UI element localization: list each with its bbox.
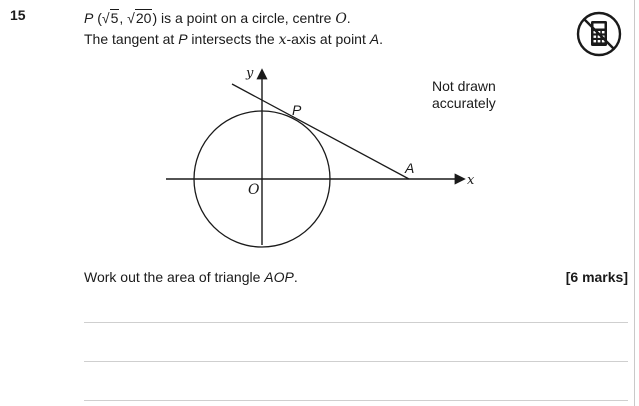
radicand-x: 5 — [110, 10, 119, 26]
marks-label: [6 marks] — [565, 269, 628, 285]
task-triangle: AOP — [264, 269, 294, 285]
radicand-y: 20 — [135, 10, 152, 26]
line2-point-a: A — [369, 31, 380, 47]
y-axis-label: y — [246, 66, 254, 81]
point-p-label: P — [292, 102, 302, 118]
radical-sign: √ — [127, 10, 135, 26]
x-axis-label: x — [467, 173, 475, 188]
line2-point: P — [178, 31, 188, 47]
point-p-name: P — [84, 10, 94, 26]
sqrt-y — [127, 8, 152, 28]
task-prompt — [84, 269, 298, 285]
tangent-line — [232, 84, 409, 179]
line2-prefix: The tangent at — [84, 31, 179, 47]
point-a-label: A — [405, 160, 415, 176]
question-stem — [84, 8, 383, 50]
task-prefix: Work out the area of triangle — [84, 269, 265, 285]
coord-separator: , — [119, 10, 128, 26]
not-drawn-accurately-note — [432, 78, 496, 112]
sqrt-x — [102, 8, 119, 28]
coord-close: ) — [152, 10, 158, 26]
line2-end: . — [379, 31, 383, 47]
stem-line-2 — [84, 29, 383, 50]
stem-line-1 — [84, 8, 383, 29]
answer-line[interactable] — [84, 322, 628, 323]
centre-name: O — [335, 11, 347, 27]
no-calculator-icon — [576, 11, 622, 57]
stem-end: . — [346, 10, 351, 26]
task-suffix: . — [293, 269, 298, 285]
note-line-2: accurately — [432, 95, 496, 111]
coord-open: ( — [93, 10, 102, 26]
radical-sign: √ — [101, 10, 110, 26]
note-line-1: Not drawn — [432, 78, 496, 94]
origin-label: O — [248, 182, 260, 198]
line2-mid: intersects the — [187, 31, 279, 47]
answer-line[interactable] — [84, 400, 628, 401]
answer-line[interactable] — [84, 361, 628, 362]
question-number: 15 — [10, 7, 26, 23]
line2-mid2: -axis at point — [286, 31, 370, 47]
stem-middle: is a point on a circle, centre — [157, 10, 336, 26]
line2-axis: x — [278, 32, 287, 48]
page-margin-rule — [634, 0, 635, 406]
